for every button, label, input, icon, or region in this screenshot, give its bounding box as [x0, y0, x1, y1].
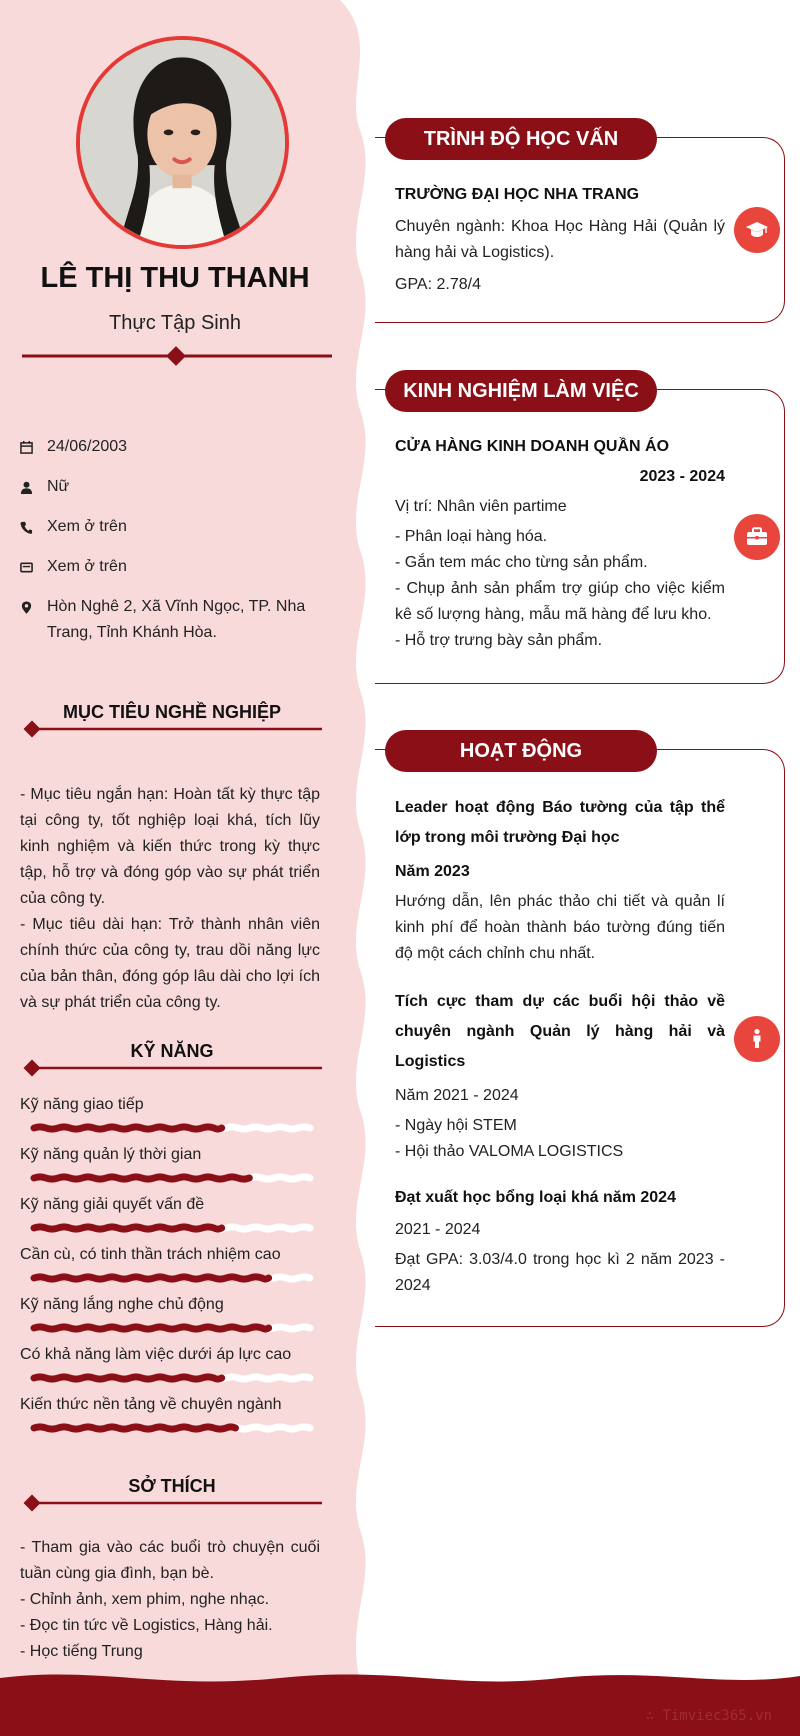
skill-fill — [34, 1327, 269, 1329]
activities-title: HOẠT ĐỘNG — [385, 730, 657, 772]
hobbies-heading — [22, 1476, 322, 1510]
hobbies-title: SỞ THÍCH — [128, 1476, 216, 1496]
skill-level-bar — [34, 1422, 340, 1434]
experience-task: - Gắn tem mác cho từng sản phẩm. — [395, 554, 648, 571]
experience-task: - Hỗ trợ trưng bày sản phẩm. — [395, 632, 603, 649]
activity-time: 2021 - 2024 — [395, 1221, 481, 1238]
objective-short-term: - Mục tiêu ngắn hạn: Hoàn tất kỳ thực tập tại công ty, tốt nghiệp loại khá, tích lũy kinh nghiệm và kiến thức trong kỳ thực tập, hỗ trợ và đóng góp vào sự phát triển của công ty. — [20, 786, 320, 907]
skill-row — [20, 1144, 320, 1194]
graduation-cap-icon — [734, 207, 780, 253]
skill-row — [20, 1244, 320, 1294]
hobby-item: - Đọc tin tức về Logistics, Hàng hải. — [20, 1617, 273, 1634]
skill-row — [20, 1194, 320, 1244]
experience-body — [395, 434, 725, 654]
company-name: CỬA HÀNG KINH DOANH QUẦN ÁO — [395, 438, 670, 455]
skills-heading — [22, 1041, 322, 1075]
skills-divider — [22, 1059, 322, 1077]
activity-time: Năm 2021 - 2024 — [395, 1087, 519, 1104]
address-value: Hòn Nghê 2, Xã Vĩnh Ngọc, TP. Nha Trang, Tỉnh Khánh Hòa. — [47, 598, 306, 641]
calendar-icon — [20, 434, 47, 460]
skill-row — [20, 1394, 320, 1444]
experience-period: 2023 - 2024 — [639, 468, 725, 485]
email-value: Xem ở trên — [47, 558, 127, 575]
job-title: Thực Tập Sinh — [109, 312, 241, 334]
contact-list — [20, 434, 340, 660]
user-icon — [20, 474, 47, 500]
gender-value: Nữ — [47, 478, 70, 495]
experience-title: KINH NGHIỆM LÀM VIỆC — [385, 370, 657, 412]
experience-task: - Chụp ảnh sản phẩm trợ giúp cho việc kiểm kê số lượng hàng, mẫu mã hàng để lưu kho. — [395, 580, 725, 623]
skill-fill — [34, 1227, 222, 1229]
skill-fill — [34, 1177, 249, 1179]
skill-label: Kỹ năng giao tiếp — [20, 1096, 144, 1113]
phone-icon — [20, 514, 47, 540]
activities-body — [395, 793, 725, 1299]
education-title: TRÌNH ĐỘ HỌC VẤN — [385, 118, 657, 160]
hobbies-divider — [22, 1494, 322, 1512]
watermark: ∴ Timviec365.vn — [645, 1708, 772, 1724]
contact-gender — [20, 474, 340, 500]
skills-list — [20, 1094, 320, 1444]
experience-position: Vị trí: Nhân viên partime — [395, 498, 567, 515]
skill-row — [20, 1094, 320, 1144]
full-name: LÊ THỊ THU THANH — [40, 262, 310, 294]
footer-wave — [0, 1668, 800, 1736]
skill-label: Có khả năng làm việc dưới áp lực cao — [20, 1346, 292, 1363]
experience-task: - Phân loại hàng hóa. — [395, 528, 548, 545]
skill-fill — [34, 1377, 222, 1379]
objective-heading — [22, 702, 322, 736]
skill-level-bar — [34, 1172, 340, 1184]
activity-time: Năm 2023 — [395, 863, 470, 880]
name-divider — [22, 346, 332, 366]
skill-label: Kỹ năng giải quyết vấn đề — [20, 1196, 205, 1213]
activity-name: Tích cực tham dự các buổi hội thảo về chuyên ngành Quản lý hàng hải và Logistics — [395, 993, 725, 1070]
skill-level-bar — [34, 1122, 340, 1134]
hobbies-list — [20, 1535, 320, 1665]
skill-row — [20, 1344, 320, 1394]
skill-label: Kỹ năng quản lý thời gian — [20, 1146, 202, 1163]
hobby-item: - Học tiếng Trung — [20, 1643, 143, 1660]
contact-email[interactable] — [20, 554, 340, 580]
skills-title: KỸ NĂNG — [130, 1041, 214, 1061]
birthday-value: 24/06/2003 — [47, 438, 128, 455]
skill-label: Kiến thức nền tảng về chuyên ngành — [20, 1396, 282, 1413]
education-body — [395, 182, 725, 298]
skill-level-bar — [34, 1322, 340, 1334]
skill-fill — [34, 1427, 235, 1429]
phone-value: Xem ở trên — [47, 518, 127, 535]
skill-fill — [34, 1127, 222, 1129]
contact-phone[interactable] — [20, 514, 340, 540]
activity-detail: - Ngày hội STEM — [395, 1117, 517, 1134]
skill-row — [20, 1294, 320, 1344]
hobby-item: - Chỉnh ảnh, xem phim, nghe nhạc. — [20, 1591, 270, 1608]
school-name: TRƯỜNG ĐẠI HỌC NHA TRANG — [395, 186, 640, 203]
portrait-photo — [80, 40, 285, 245]
activity-name: Đạt xuất học bổng loại khá năm 2024 — [395, 1189, 676, 1206]
activity-detail: Hướng dẫn, lên phác thảo chi tiết và quản lí kinh phí để hoàn thành báo tường đúng tiến độ một cách chỉnh chu nhất. — [395, 893, 725, 962]
briefcase-icon — [734, 514, 780, 560]
objective-title: MỤC TIÊU NGHỀ NGHIỆP — [62, 702, 281, 722]
activity-name: Leader hoạt động Báo tường của tập thể lớp trong môi trường Đại học — [395, 799, 725, 846]
education-gpa: GPA: 2.78/4 — [395, 276, 481, 293]
activity-detail: Đạt GPA: 3.03/4.0 trong học kì 2 năm 2023 - 2024 — [395, 1251, 725, 1294]
contact-address — [20, 594, 340, 646]
location-pin-icon — [20, 594, 47, 620]
envelope-icon — [20, 554, 47, 580]
objective-divider — [22, 720, 322, 738]
skill-level-bar — [34, 1272, 340, 1284]
avatar — [76, 36, 289, 249]
person-icon — [734, 1016, 780, 1062]
hobby-item: - Tham gia vào các buổi trò chuyện cuối tuần cùng gia đình, bạn bè. — [20, 1539, 320, 1582]
activity-detail: - Hội thảo VALOMA LOGISTICS — [395, 1143, 624, 1160]
skill-level-bar — [34, 1222, 340, 1234]
skill-label: Kỹ năng lắng nghe chủ động — [20, 1296, 224, 1313]
education-major: Chuyên ngành: Khoa Học Hàng Hải (Quản lý hàng hải và Logistics). — [395, 218, 725, 261]
skill-label: Cần cù, có tinh thần trách nhiệm cao — [20, 1246, 281, 1263]
objective-long-term: - Mục tiêu dài hạn: Trở thành nhân viên chính thức của công ty, trau dồi năng lực của bản thân, đóng góp lâu dài cho lợi ích và sự phát triển của công ty. — [20, 916, 320, 1011]
skill-fill — [34, 1277, 269, 1279]
contact-birthday — [20, 434, 340, 460]
skill-level-bar — [34, 1372, 340, 1384]
